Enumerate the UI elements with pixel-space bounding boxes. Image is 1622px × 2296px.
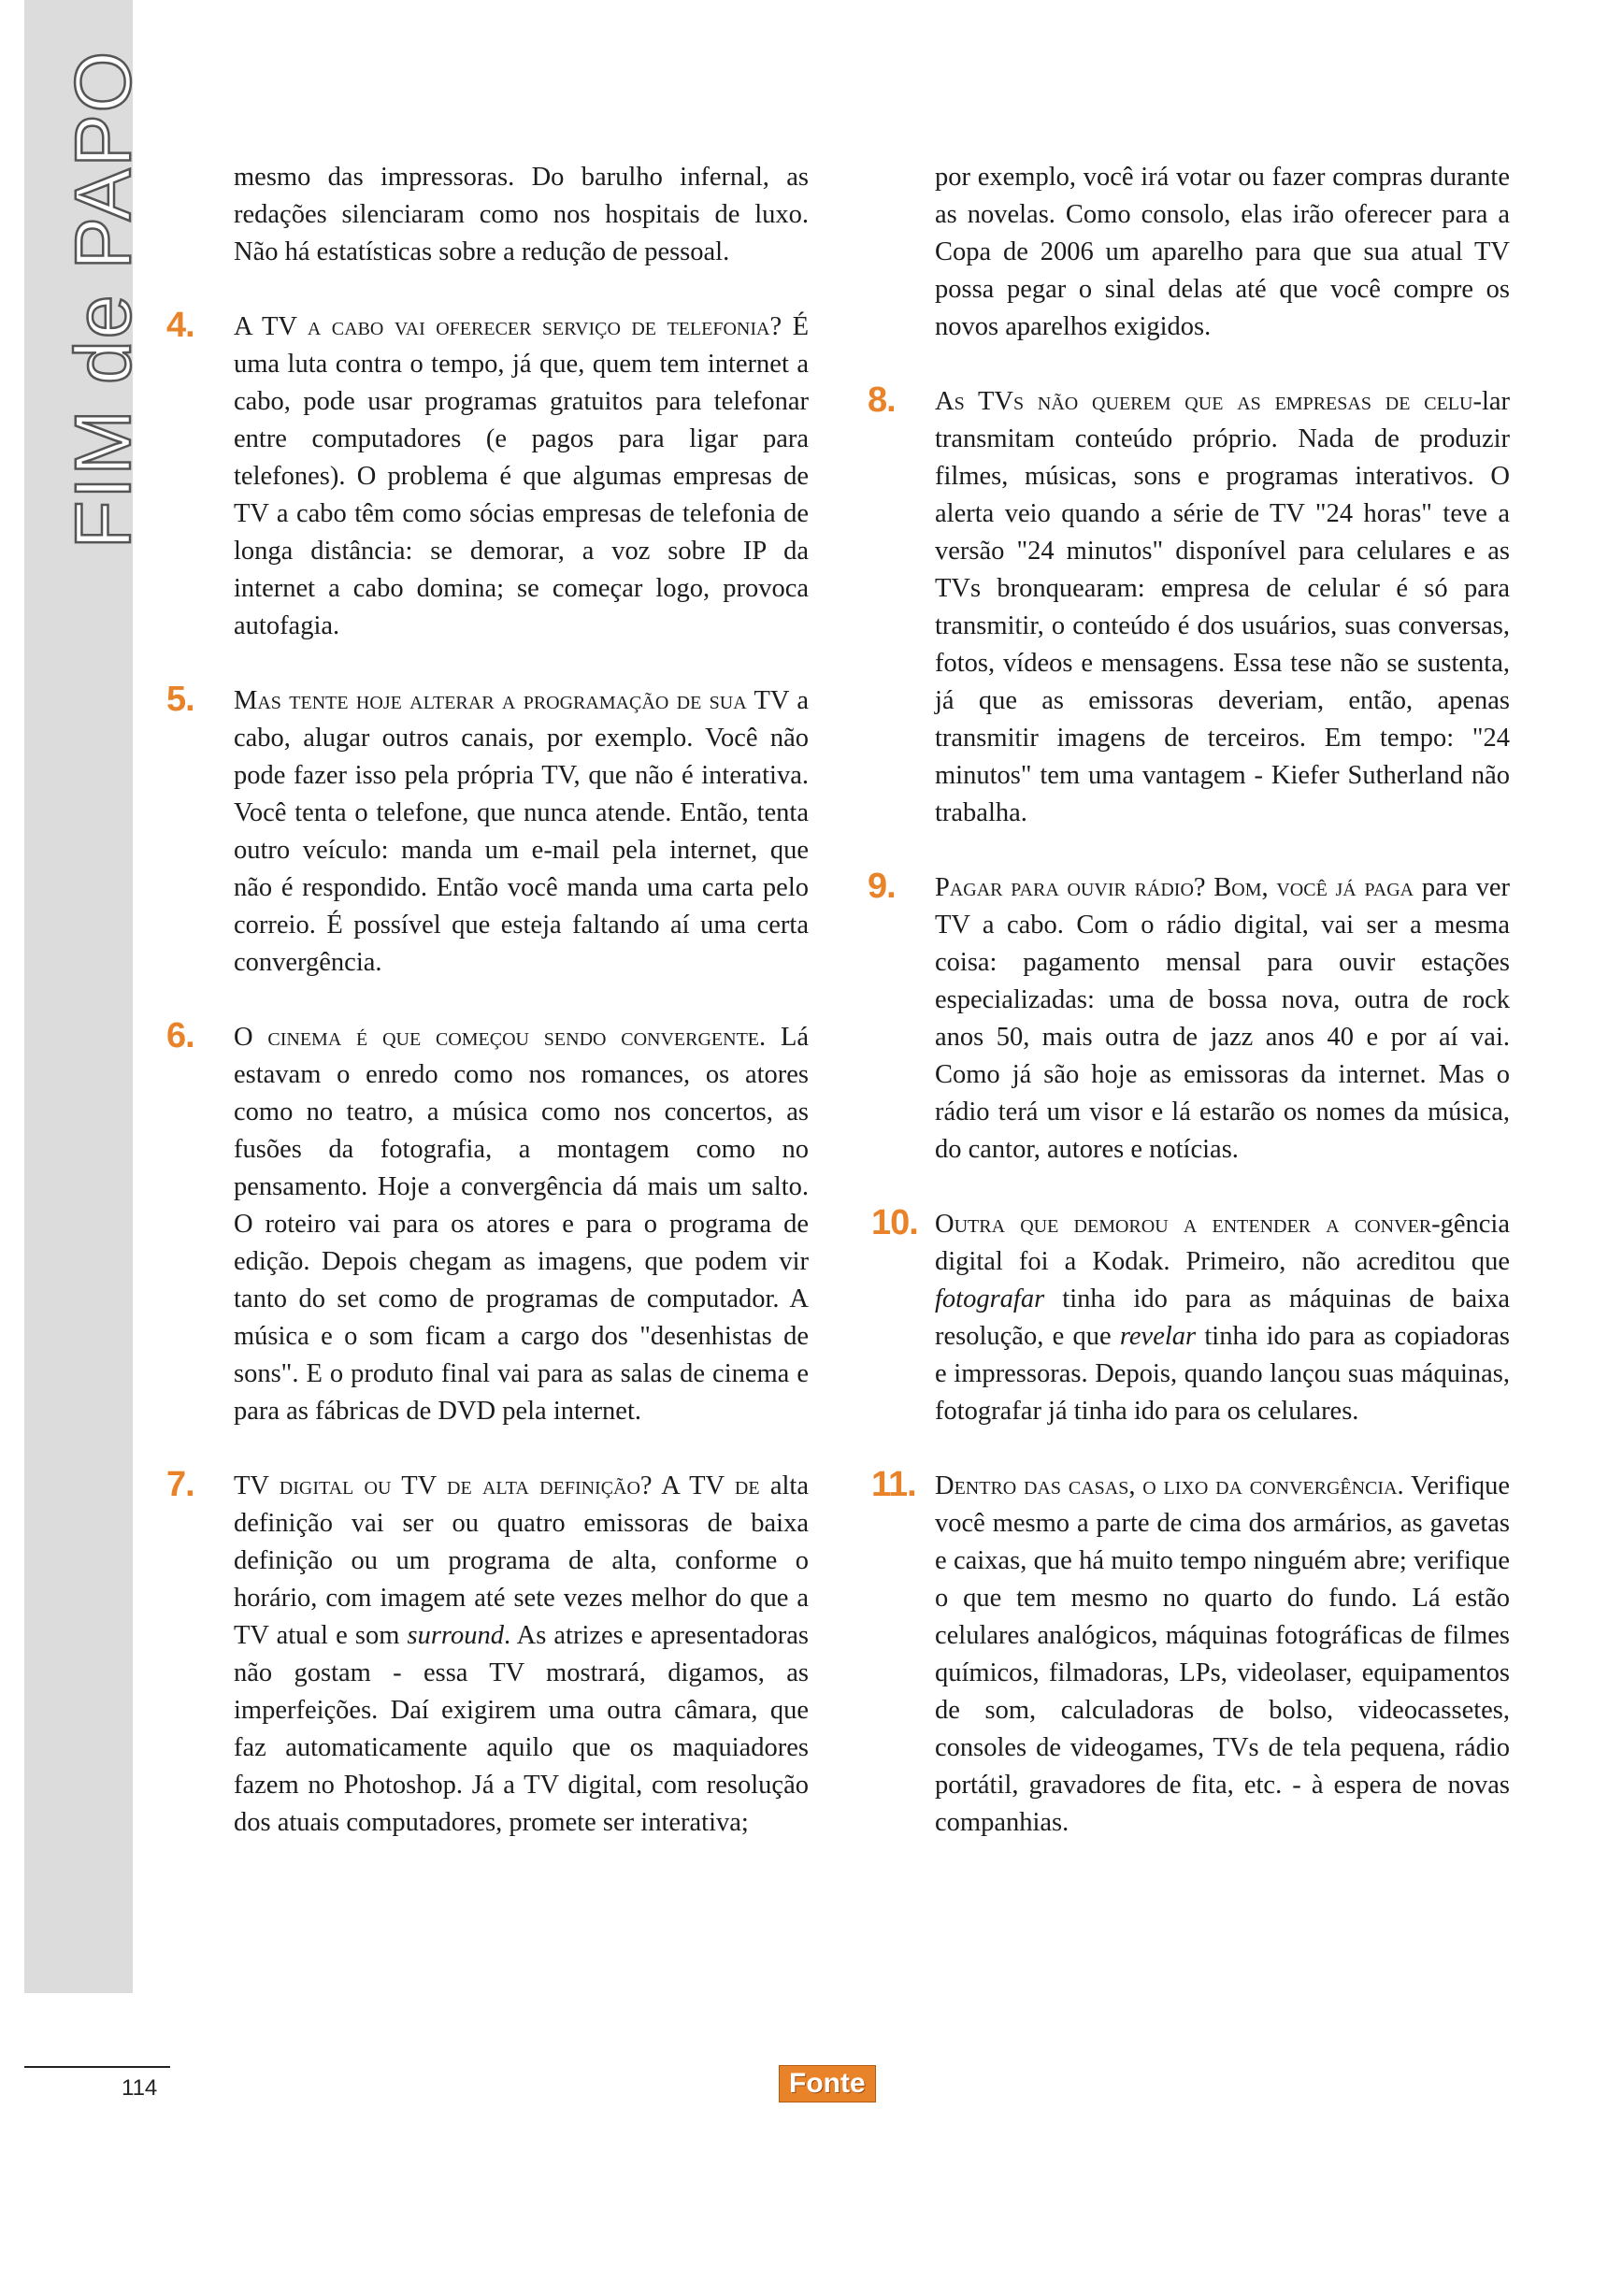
item-body: É uma luta contra o tempo, já que, quem tem internet a cabo, pode usar programas gratuitos para telefonar entre computadores (e pagos para ligar para telefones). O problema é que algumas empresas de TV a cabo têm como sócias empresas de telefonia de longa distância: se demorar, a voz sobre IP da internet a cabo domina; se começar logo, provoca autofagia. — [234, 312, 809, 640]
item-lead: Outra que demorou a entender a conver- — [935, 1210, 1441, 1239]
item-body: lar transmitam conteúdo próprio. Nada de produzir filmes, músicas, sons e programas interativos. O alerta veio quando a série de TV "24 horas" teve a versão "24 minutos" disponível para celulares e as TVs bronquearam: empresa de celular é só para transmitir, o conteúdo é dos usuários, suas conversas, fotos, vídeos e mensagens. Essa tese não se sustenta, já que as emissoras deveriam, então, apenas transmitir imagens de terceiros. Em tempo: "24 minutos" tem uma vantagem - Kiefer Sutherland não trabalha. — [935, 387, 1510, 827]
footer-divider — [24, 2066, 170, 2068]
item-body: Verifique você mesmo a parte de cima dos armários, as gavetas e caixas, que há muito tempo ninguém abre; verifique o que tem mesmo no quarto do fundo. Lá estão celulares analógicos, máquinas fotográficas de filmes químicos, filmadoras, LPs, videolaser, equipamentos de som, calculadoras de bolso, videocassetes, consoles de videogames, TVs de tela pequena, rádio portátil, gravadores de fita, etc. - à espera de novas companhias. — [935, 1471, 1511, 1837]
item-number: 8. — [868, 380, 896, 420]
item-number: 5. — [166, 680, 194, 719]
list-item-8 — [868, 380, 1510, 832]
page-number: 114 — [122, 2075, 158, 2101]
list-item-7 — [166, 1465, 809, 1842]
left-column — [166, 159, 809, 1879]
right-intro-paragraph: por exemplo, você irá votar ou fazer compras durante as novelas. Como consolo, elas irão oferecer para a Copa de 2006 um aparelho para que sua atual TV possa pegar o sinal delas até que você compre os novos aparelhos exigidos. — [935, 163, 1510, 341]
list-item-11 — [871, 1465, 1511, 1842]
item-number: 9. — [868, 867, 896, 906]
item-lead: A TV a cabo vai oferecer serviço de telefonia? — [234, 312, 782, 341]
section-sidebar — [24, 0, 147, 1993]
item-emphasis: fotografar — [935, 1284, 1045, 1313]
item-number: 4. — [166, 306, 194, 345]
item-body-continued: . As atrizes e apresentadoras não gostam - essa TV mostrará, digamos, as imperfeições. Daí exigirem uma outra câmara, que faz automaticamente aquilo que os maquiadores fazem no Photoshop. Já a TV digital, com resolução dos atuais computadores, promete ser interativa; — [234, 1621, 809, 1837]
right-column — [868, 159, 1511, 1879]
section-title: FIM de PAPO — [59, 50, 147, 549]
item-lead: As TVs não querem que as empresas de celu- — [935, 387, 1482, 416]
item-body: alta definição vai ser ou quatro emissoras de baixa definição ou um programa de alta, conforme o horário, com imagem até sete vezes melhor do que a TV atual e som — [234, 1471, 809, 1650]
left-intro-paragraph: mesmo das impressoras. Do barulho infernal, as redações silenciaram como nos hospitais de luxo. Não há estatísticas sobre a redução de pessoal. — [234, 163, 809, 266]
list-item-6 — [166, 1016, 809, 1430]
item-number: 7. — [166, 1465, 194, 1504]
list-item-9 — [868, 867, 1510, 1169]
item-body: Lá estavam o enredo como nos romances, os atores como no teatro, a música como nos concertos, as fusões da fotografia, a montagem como no pensamento. Hoje a convergência dá mais um salto. O roteiro vai para os atores e para o programa de edição. Depois chegam as imagens, que podem vir tanto do set como de programas de computador. A música e o som ficam a cargo dos "desenhistas de sons". E o produto final vai para as salas de cinema e para as fábricas de DVD pela internet. — [234, 1023, 809, 1426]
item-body-end: tinha ido para as copiadoras e impressoras. Depois, quando lançou suas máquinas, fotografar já tinha ido para os celulares. — [935, 1322, 1510, 1426]
item-lead: O cinema é que começou sendo convergente. — [234, 1023, 767, 1052]
item-body: para ver TV a cabo. Com o rádio digital, vai ser a mesma coisa: pagamento mensal para ouvir estações especializadas: uma de bossa nova, outra de rock anos 50, mais outra de jazz anos 40 e por aí vai. Como já são hoje as emissoras da internet. Mas o rádio terá um visor e lá estarão os nomes da música, do cantor, autores e notícias. — [935, 873, 1510, 1164]
item-body-continued: tinha ido para as máquinas de baixa resolução, e que — [935, 1284, 1510, 1351]
item-lead: Pagar para ouvir rádio? Bom, você já paga — [935, 873, 1414, 902]
list-item-5 — [166, 680, 809, 982]
list-item-4 — [166, 306, 809, 645]
fonte-logo: Fonte — [779, 2065, 876, 2102]
item-lead: TV digital ou TV de alta definição? A TV de — [234, 1471, 760, 1500]
item-number: 10. — [871, 1203, 918, 1242]
item-number: 11. — [871, 1465, 916, 1504]
item-lead: Dentro das casas, o lixo da convergência. — [935, 1471, 1404, 1500]
item-emphasis-2: revelar — [1119, 1322, 1197, 1351]
list-item-10 — [871, 1203, 1510, 1430]
item-body: gência digital foi a Kodak. Primeiro, não acreditou que — [935, 1210, 1510, 1276]
item-lead: Mas tente hoje alterar a programação de sua — [234, 686, 747, 715]
item-emphasis: surround — [407, 1621, 504, 1650]
item-body: TV a cabo, alugar outros canais, por exemplo. Você não pode fazer isso pela própria TV, que não é interativa. Você tenta o telefone, que nunca atende. Então, tenta outro veículo: manda um e-mail pela internet, que não é respondido. Então você manda uma carta pelo correio. É possível que esteja faltando aí uma certa convergência. — [234, 686, 809, 977]
item-number: 6. — [166, 1016, 194, 1055]
